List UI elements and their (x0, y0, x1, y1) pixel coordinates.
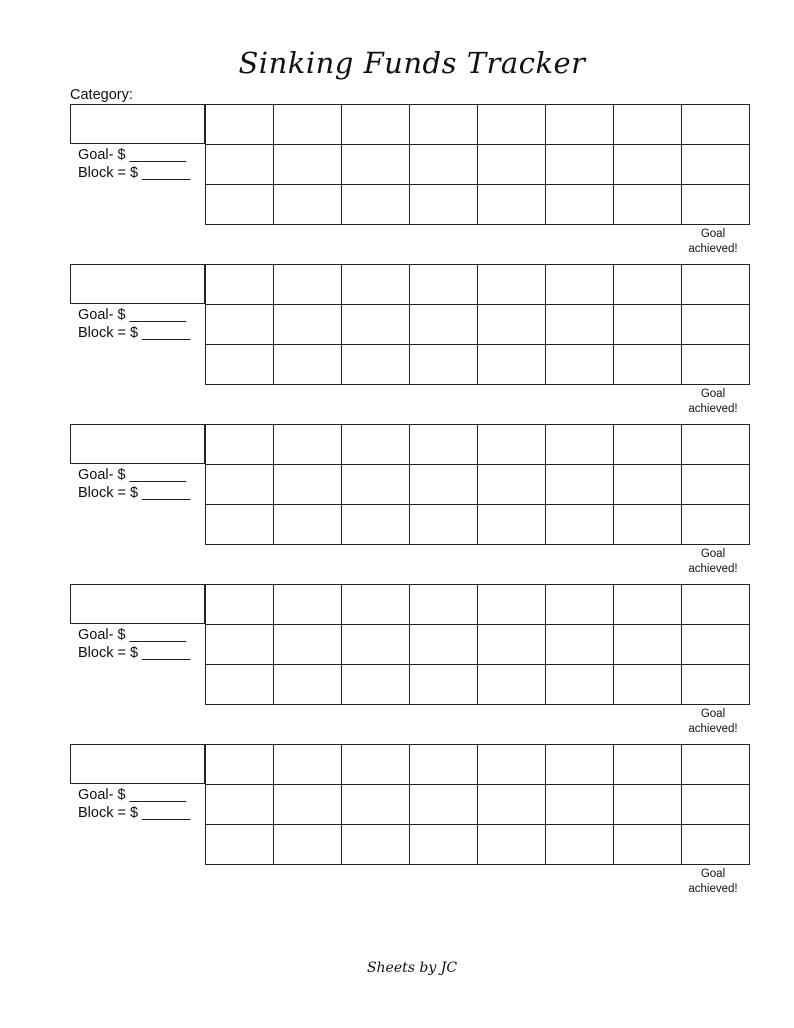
tracker-cell[interactable] (613, 304, 682, 345)
goal-amount-line: Goal- $ _______ (78, 307, 187, 323)
tracker-cell[interactable] (613, 464, 682, 505)
block-amount-line: Block = $ ______ (78, 165, 191, 181)
tracker-grid (205, 584, 747, 705)
goal-achieved-label (670, 547, 756, 577)
block-amount-line: Block = $ ______ (78, 645, 191, 661)
tracker-cell[interactable] (341, 584, 410, 625)
tracker-cell[interactable] (681, 304, 750, 345)
tracker-cell[interactable] (273, 664, 342, 705)
tracker-cell[interactable] (613, 504, 682, 545)
tracker-cell[interactable] (477, 304, 546, 345)
category-name-box[interactable] (70, 264, 205, 304)
goal-achieved-line1: Goal (700, 228, 726, 240)
tracker-cell[interactable] (681, 624, 750, 665)
category-name-box[interactable] (70, 584, 205, 624)
goal-achieved-line1: Goal (700, 868, 726, 880)
tracker-cell[interactable] (409, 784, 478, 825)
tracker-cell[interactable] (477, 584, 546, 625)
tracker-cell[interactable] (545, 824, 614, 865)
tracker-cell[interactable] (205, 624, 274, 665)
goal-achieved-line2: achieved! (688, 883, 738, 895)
tracker-cell[interactable] (477, 264, 546, 305)
goal-achieved-line1: Goal (700, 548, 726, 560)
tracker-cell[interactable] (613, 824, 682, 865)
tracker-cell[interactable] (205, 664, 274, 705)
tracker-cell[interactable] (409, 824, 478, 865)
tracker-cell[interactable] (409, 144, 478, 185)
block-amount-line: Block = $ ______ (78, 325, 191, 341)
goal-achieved-line2: achieved! (688, 403, 738, 415)
tracker-cell[interactable] (545, 344, 614, 385)
tracker-cell[interactable] (613, 344, 682, 385)
tracker-grid (205, 744, 747, 865)
tracker-cell[interactable] (545, 584, 614, 625)
goal-achieved-line2: achieved! (688, 563, 738, 575)
tracker-cell[interactable] (409, 264, 478, 305)
tracker-cell[interactable] (341, 664, 410, 705)
tracker-cell[interactable] (681, 664, 750, 705)
tracker-cell[interactable] (341, 744, 410, 785)
goal-amount-line: Goal- $ _______ (78, 147, 187, 163)
tracker-cell[interactable] (273, 784, 342, 825)
category-name-box[interactable] (70, 104, 205, 144)
tracker-cell[interactable] (341, 624, 410, 665)
tracker-cell[interactable] (477, 184, 546, 225)
tracker-cell[interactable] (273, 584, 342, 625)
tracker-cell[interactable] (273, 144, 342, 185)
goal-achieved-line2: achieved! (688, 243, 738, 255)
tracker-cell[interactable] (681, 264, 750, 305)
tracker-block-4 (0, 584, 794, 736)
tracker-cell[interactable] (681, 584, 750, 625)
tracker-cell[interactable] (681, 344, 750, 385)
tracker-cell[interactable] (613, 144, 682, 185)
tracker-cell[interactable] (205, 464, 274, 505)
page-title: Sinking Funds Tracker (238, 46, 586, 80)
tracker-cell[interactable] (341, 504, 410, 545)
tracker-cell[interactable] (545, 144, 614, 185)
tracker-cell[interactable] (205, 184, 274, 225)
tracker-cell[interactable] (681, 104, 750, 145)
tracker-block-1 (0, 104, 794, 256)
tracker-block-5 (0, 744, 794, 896)
tracker-cell[interactable] (681, 144, 750, 185)
tracker-cell[interactable] (545, 104, 614, 145)
tracker-cell[interactable] (409, 184, 478, 225)
tracker-cell[interactable] (273, 424, 342, 465)
tracker-cell[interactable] (613, 264, 682, 305)
tracker-cell[interactable] (613, 104, 682, 145)
tracker-cell[interactable] (477, 424, 546, 465)
tracker-cell[interactable] (477, 464, 546, 505)
tracker-cell[interactable] (273, 344, 342, 385)
tracker-cell[interactable] (477, 664, 546, 705)
tracker-cell[interactable] (477, 104, 546, 145)
tracker-cell[interactable] (205, 424, 274, 465)
tracker-cell[interactable] (273, 624, 342, 665)
tracker-cell[interactable] (341, 344, 410, 385)
tracker-cell[interactable] (341, 784, 410, 825)
tracker-cell[interactable] (205, 304, 274, 345)
tracker-cell[interactable] (613, 584, 682, 625)
tracker-cell[interactable] (681, 784, 750, 825)
tracker-cell[interactable] (409, 744, 478, 785)
tracker-cell[interactable] (273, 264, 342, 305)
tracker-cell[interactable] (545, 184, 614, 225)
tracker-cell[interactable] (273, 104, 342, 145)
tracker-cell[interactable] (409, 584, 478, 625)
category-name-box[interactable] (70, 744, 205, 784)
tracker-grid (205, 264, 747, 385)
tracker-cell[interactable] (681, 424, 750, 465)
tracker-cell[interactable] (409, 424, 478, 465)
tracker-cell[interactable] (273, 824, 342, 865)
tracker-cell[interactable] (477, 144, 546, 185)
tracker-block-3 (0, 424, 794, 576)
tracker-cell[interactable] (205, 144, 274, 185)
tracker-cell[interactable] (545, 784, 614, 825)
tracker-cell[interactable] (545, 304, 614, 345)
tracker-cell[interactable] (273, 304, 342, 345)
tracker-cell[interactable] (681, 504, 750, 545)
tracker-cell[interactable] (205, 504, 274, 545)
tracker-cell[interactable] (273, 184, 342, 225)
tracker-cell[interactable] (205, 344, 274, 385)
tracker-cell[interactable] (613, 664, 682, 705)
goal-achieved-label (670, 387, 756, 417)
tracker-grid (205, 104, 747, 225)
tracker-cell[interactable] (477, 504, 546, 545)
tracker-cell[interactable] (409, 104, 478, 145)
tracker-cell[interactable] (205, 744, 274, 785)
goal-amount-line: Goal- $ _______ (78, 787, 187, 803)
tracker-cell[interactable] (409, 624, 478, 665)
tracker-cell[interactable] (545, 504, 614, 545)
tracker-cell[interactable] (613, 784, 682, 825)
tracker-cell[interactable] (205, 584, 274, 625)
goal-amount-line: Goal- $ _______ (78, 627, 187, 643)
tracker-cell[interactable] (477, 624, 546, 665)
goal-achieved-line2: achieved! (688, 723, 738, 735)
goal-achieved-line1: Goal (700, 388, 726, 400)
tracker-cell[interactable] (681, 184, 750, 225)
tracker-block-2 (0, 264, 794, 416)
tracker-cell[interactable] (341, 104, 410, 145)
goal-achieved-label (670, 227, 756, 257)
tracker-cell[interactable] (341, 464, 410, 505)
tracker-cell[interactable] (409, 304, 478, 345)
tracker-cell[interactable] (205, 784, 274, 825)
tracker-cell[interactable] (613, 624, 682, 665)
category-label: Category: (70, 87, 133, 103)
tracker-cell[interactable] (613, 424, 682, 465)
tracker-cell[interactable] (341, 424, 410, 465)
tracker-cell[interactable] (613, 744, 682, 785)
tracker-cell[interactable] (545, 744, 614, 785)
tracker-cell[interactable] (545, 464, 614, 505)
block-amount-line: Block = $ ______ (78, 805, 191, 821)
tracker-cell[interactable] (273, 504, 342, 545)
tracker-cell[interactable] (613, 184, 682, 225)
goal-achieved-label (670, 707, 756, 737)
tracker-cell[interactable] (681, 744, 750, 785)
tracker-cell[interactable] (341, 824, 410, 865)
goal-achieved-label (670, 867, 756, 897)
block-amount-line: Block = $ ______ (78, 485, 191, 501)
tracker-cell[interactable] (477, 784, 546, 825)
tracker-cell[interactable] (409, 344, 478, 385)
tracker-cell[interactable] (545, 624, 614, 665)
category-name-box[interactable] (70, 424, 205, 464)
tracker-cell[interactable] (205, 104, 274, 145)
tracker-cell[interactable] (273, 744, 342, 785)
tracker-cell[interactable] (273, 464, 342, 505)
tracker-cell[interactable] (341, 144, 410, 185)
tracker-grid (205, 424, 747, 545)
goal-amount-line: Goal- $ _______ (78, 467, 187, 483)
tracker-cell[interactable] (477, 824, 546, 865)
tracker-cell[interactable] (409, 664, 478, 705)
tracker-cell[interactable] (341, 264, 410, 305)
goal-achieved-line1: Goal (700, 708, 726, 720)
tracker-cell[interactable] (205, 824, 274, 865)
tracker-cell[interactable] (545, 264, 614, 305)
tracker-cell[interactable] (205, 264, 274, 305)
footer-signature: Sheets by JC (366, 960, 458, 976)
tracker-cell[interactable] (477, 344, 546, 385)
tracker-cell[interactable] (681, 464, 750, 505)
tracker-cell[interactable] (409, 504, 478, 545)
tracker-cell[interactable] (341, 304, 410, 345)
tracker-cell[interactable] (477, 744, 546, 785)
tracker-cell[interactable] (409, 464, 478, 505)
tracker-cell[interactable] (681, 824, 750, 865)
tracker-cell[interactable] (545, 424, 614, 465)
tracker-cell[interactable] (341, 184, 410, 225)
tracker-cell[interactable] (545, 664, 614, 705)
